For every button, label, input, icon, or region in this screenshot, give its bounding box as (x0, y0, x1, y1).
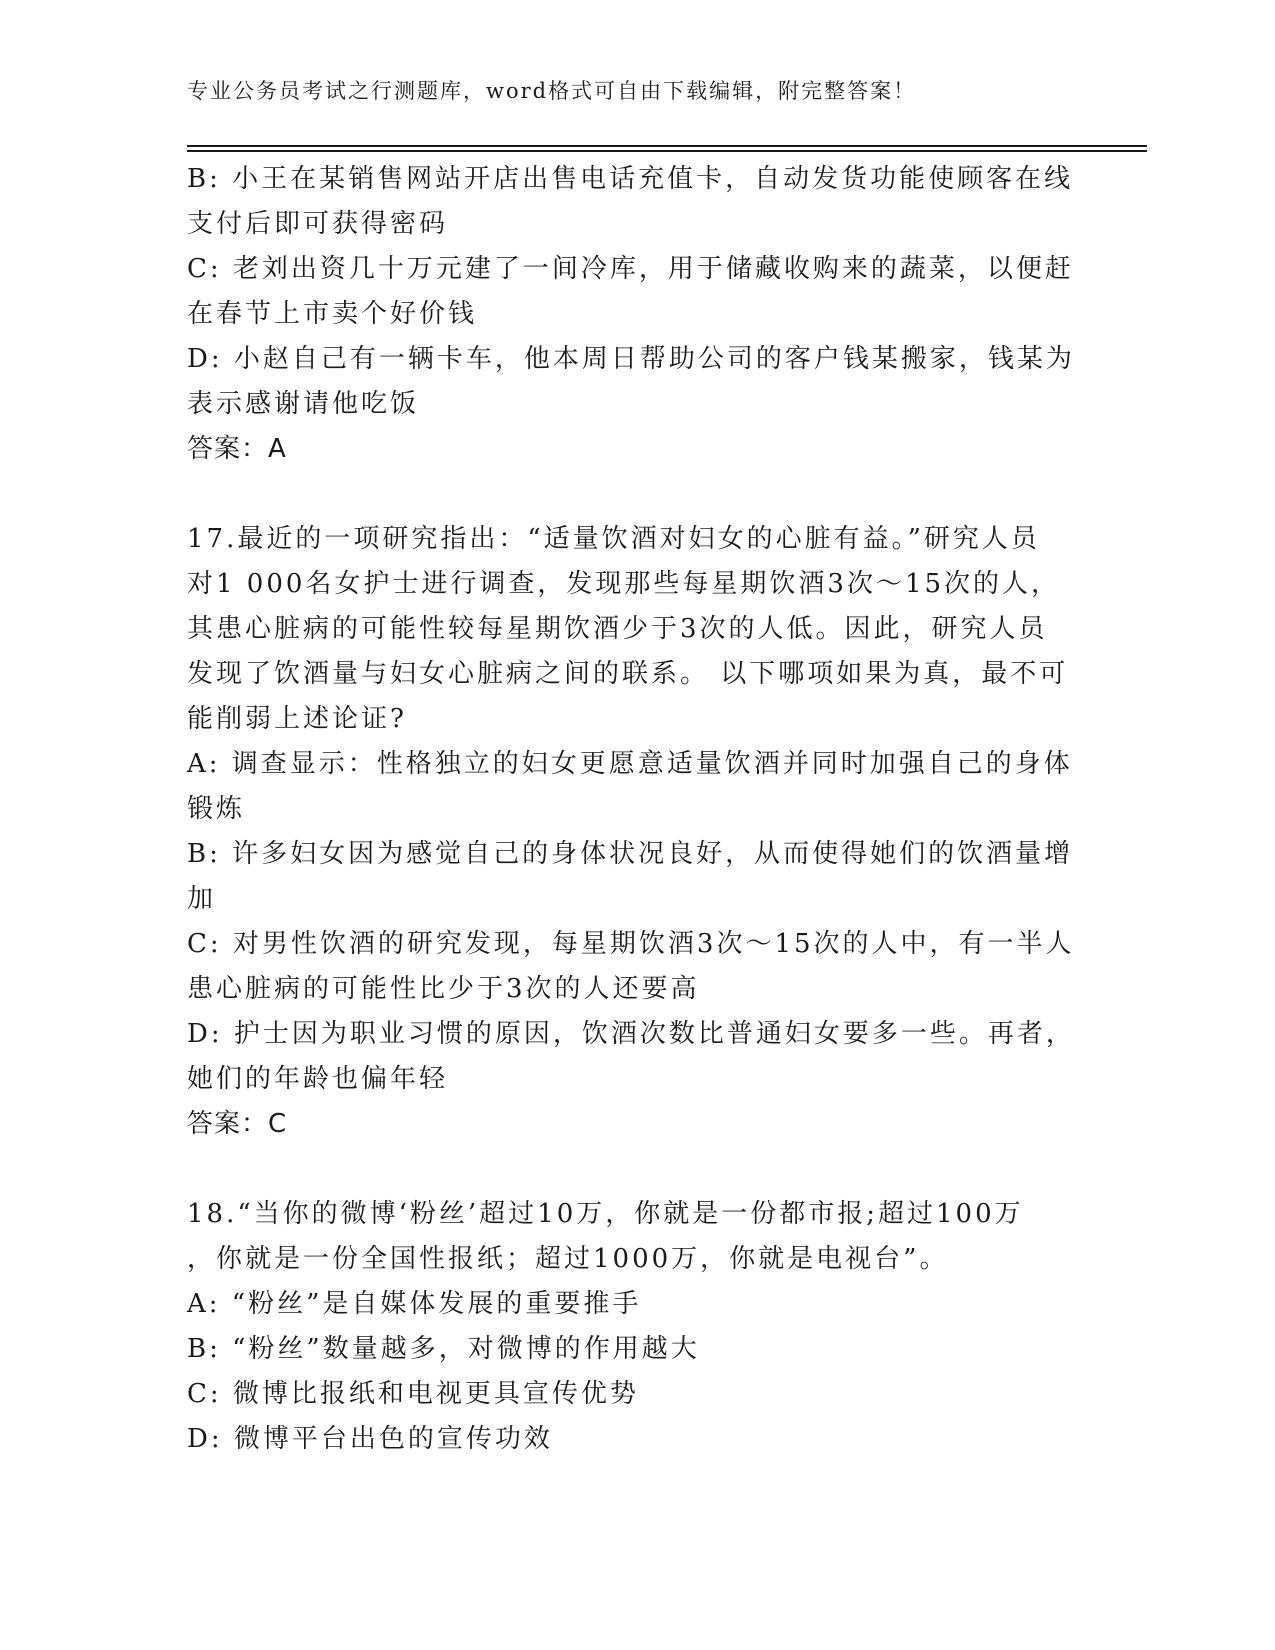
option-line: B: 许多妇女因为感觉自己的身体状况良好，从而使得她们的饮酒量增 (187, 839, 1074, 869)
question-spacer (187, 472, 1077, 517)
stem-line: 18.“当你的微博‘粉丝’超过10万，你就是一份都市报;超过100万 (187, 1199, 1024, 1229)
option-line: B: 小王在某销售网站开店出售电话充值卡，自动发货功能使顾客在线 (187, 164, 1074, 194)
option-line: 锻炼 (187, 794, 246, 824)
option-d (187, 337, 1077, 427)
page-header: 专业公务员考试之行测题库，word格式可自由下载编辑，附完整答案！ (187, 79, 917, 103)
answer-line: 答案：A (187, 434, 287, 464)
stem-line: ，你就是一份全国性报纸；超过1000万，你就是电视台”。 (187, 1244, 949, 1274)
answer-line: 答案：C (187, 1109, 288, 1139)
option-line: 表示感谢请他吃饭 (187, 389, 420, 419)
option-line: 加 (187, 884, 217, 914)
option-line: 患心脏病的可能性比少于3次的人还要高 (187, 974, 700, 1004)
option-line: 她们的年龄也偏年轻 (187, 1064, 449, 1094)
option-a (187, 742, 1077, 832)
stem-line: 17.最近的一项研究指出：“适量饮酒对妇女的心脏有益。”研究人员 (187, 524, 1040, 554)
option-line: C: 对男性饮酒的研究发现，每星期饮酒3次～15次的人中，有一半人 (187, 929, 1075, 959)
stem-line: 其患心脏病的可能性较每星期饮酒少于3次的人低。因此，研究人员 (187, 614, 1048, 644)
stem-line: 能削弱上述论证? (187, 704, 407, 734)
question-stem (187, 1192, 1077, 1282)
option-line: C: 老刘出资几十万元建了一间冷库，用于储藏收购来的蔬菜，以便赶 (187, 254, 1074, 284)
option-line: 支付后即可获得密码 (187, 209, 449, 239)
option-line: D: 小赵自己有一辆卡车，他本周日帮助公司的客户钱某搬家，钱某为 (187, 344, 1075, 374)
question-content (187, 157, 1077, 1462)
question-stem (187, 517, 1077, 742)
option-c (187, 247, 1077, 337)
question-17 (187, 517, 1077, 1147)
option-c: C: 微博比报纸和电视更具宣传优势 (187, 1379, 639, 1409)
option-b: B: “粉丝”数量越多，对微博的作用越大 (187, 1334, 700, 1364)
option-line: A: 调查显示：性格独立的妇女更愿意适量饮酒并同时加强自己的身体 (187, 749, 1073, 779)
question-18 (187, 1192, 1077, 1462)
option-line: D: 护士因为职业习惯的原因，饮酒次数比普通妇女要多一些。再者， (187, 1019, 1075, 1049)
stem-line: 发现了饮酒量与妇女心脏病之间的联系。 以下哪项如果为真，最不可 (187, 659, 1069, 689)
option-c (187, 922, 1077, 1012)
question-16 (187, 157, 1077, 472)
option-line: 在春节上市卖个好价钱 (187, 299, 478, 329)
option-b (187, 157, 1077, 247)
option-b (187, 832, 1077, 922)
stem-line: 对1 000名女护士进行调查，发现那些每星期饮酒3次～15次的人， (187, 569, 1061, 599)
option-d (187, 1012, 1077, 1102)
option-a: A: “粉丝”是自媒体发展的重要推手 (187, 1289, 642, 1319)
question-spacer (187, 1147, 1077, 1192)
option-d: D: 微博平台出色的宣传功效 (187, 1424, 553, 1454)
header-rule-top (187, 145, 1147, 147)
header-rule-bottom (187, 150, 1147, 152)
